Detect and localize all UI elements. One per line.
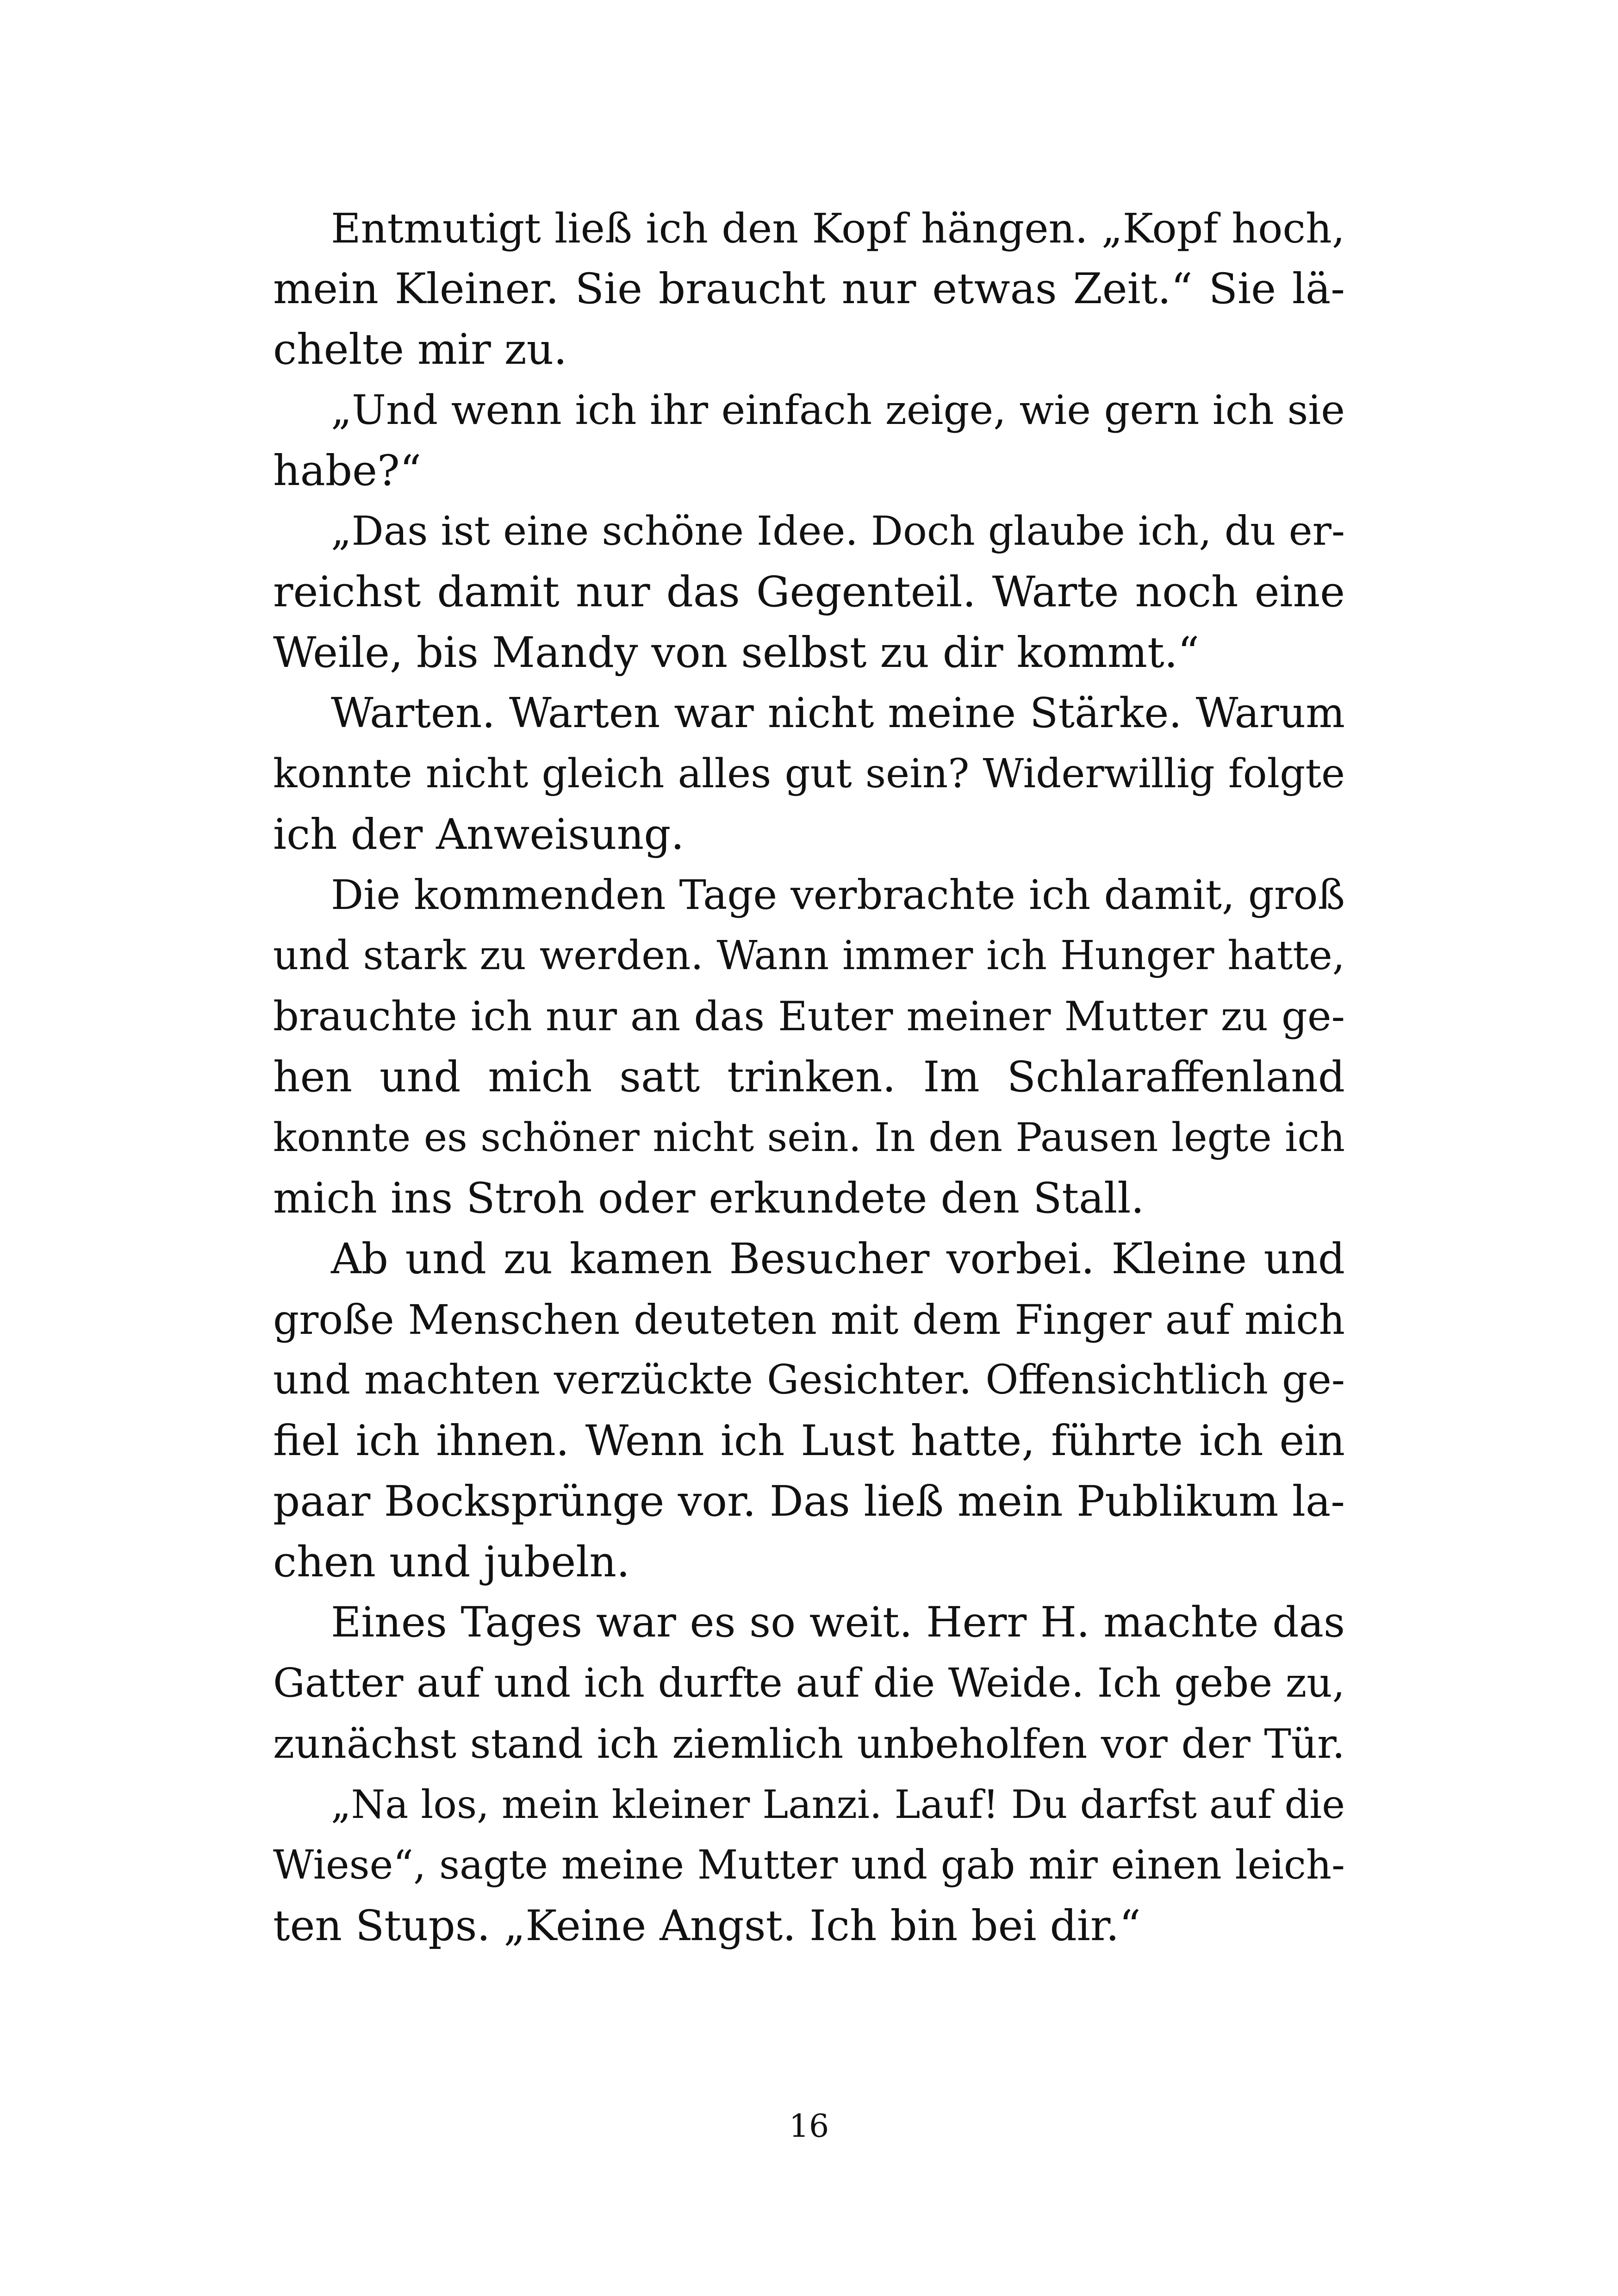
text-line: und stark zu werden. Wann immer ich Hunger hatte, [273,933,1345,979]
text-line: Ab und zu kamen Besucher vorbei. Kleine und [331,1235,1345,1283]
text-line: konnte nicht gleich alles gut sein? Widerwillig folgte [273,751,1345,797]
text-line: große Menschen deuteten mit dem Finger auf mich [273,1296,1345,1344]
text-line: „Das ist eine schöne Idee. Doch glaube ich, du er- [331,508,1345,554]
text-line: ten Stups. „Keine Angst. Ich bin bei dir.“ [273,1902,1141,1950]
text-line: habe?“ [273,447,422,495]
text-line: chelte mir zu. [273,325,567,374]
text-line: „Und wenn ich ihr einfach zeige, wie gern ich sie [331,386,1345,434]
text-line: chen und jubeln. [273,1538,630,1587]
text-line: Weile, bis Mandy von selbst zu dir kommt.“ [273,628,1200,677]
text-line: ich der Anweisung. [273,810,685,859]
text-line: Gatter auf und ich durfte auf die Weide. Ich gebe zu, [273,1660,1345,1706]
text-line: Wiese“, sagte meine Mutter und gab mir einen leich- [273,1842,1345,1888]
text-line: brauchte ich nur an das Euter meiner Mutter zu ge- [273,993,1345,1040]
text-line: Entmutigt ließ ich den Kopf hängen. „Kopf hoch, [331,205,1345,252]
text-line: reichst damit nur das Gegenteil. Warte noch eine [273,568,1345,616]
text-line: konnte es schöner nicht sein. In den Pausen legte ich [273,1115,1345,1161]
text-line: mich ins Stroh oder erkundete den Stall. [273,1174,1145,1223]
text-line: zunächst stand ich ziemlich unbeholfen vor der Tür. [273,1720,1345,1767]
text-line: hen und mich satt trinken. Im Schlaraffenland [273,1053,1345,1101]
text-line: mein Kleiner. Sie braucht nur etwas Zeit.“ Sie lä- [273,265,1345,313]
text-line: Die kommenden Tage verbrachte ich damit, groß [331,871,1345,919]
text-line: Eines Tages war es so weit. Herr H. machte das [331,1599,1345,1647]
body-text [273,198,1345,1956]
text-line: Warten. Warten war nicht meine Stärke. Warum [331,689,1345,737]
text-line: und machten verzückte Gesichter. Offensichtlich ge- [273,1357,1345,1403]
page-number: 16 [789,2108,829,2145]
text-line: fiel ich ihnen. Wenn ich Lust hatte, führte ich ein [273,1417,1345,1465]
text-line: paar Bocksprünge vor. Das ließ mein Publikum la- [273,1477,1345,1526]
text-line: „Na los, mein kleiner Lanzi. Lauf! Du darfst auf die [331,1782,1345,1827]
